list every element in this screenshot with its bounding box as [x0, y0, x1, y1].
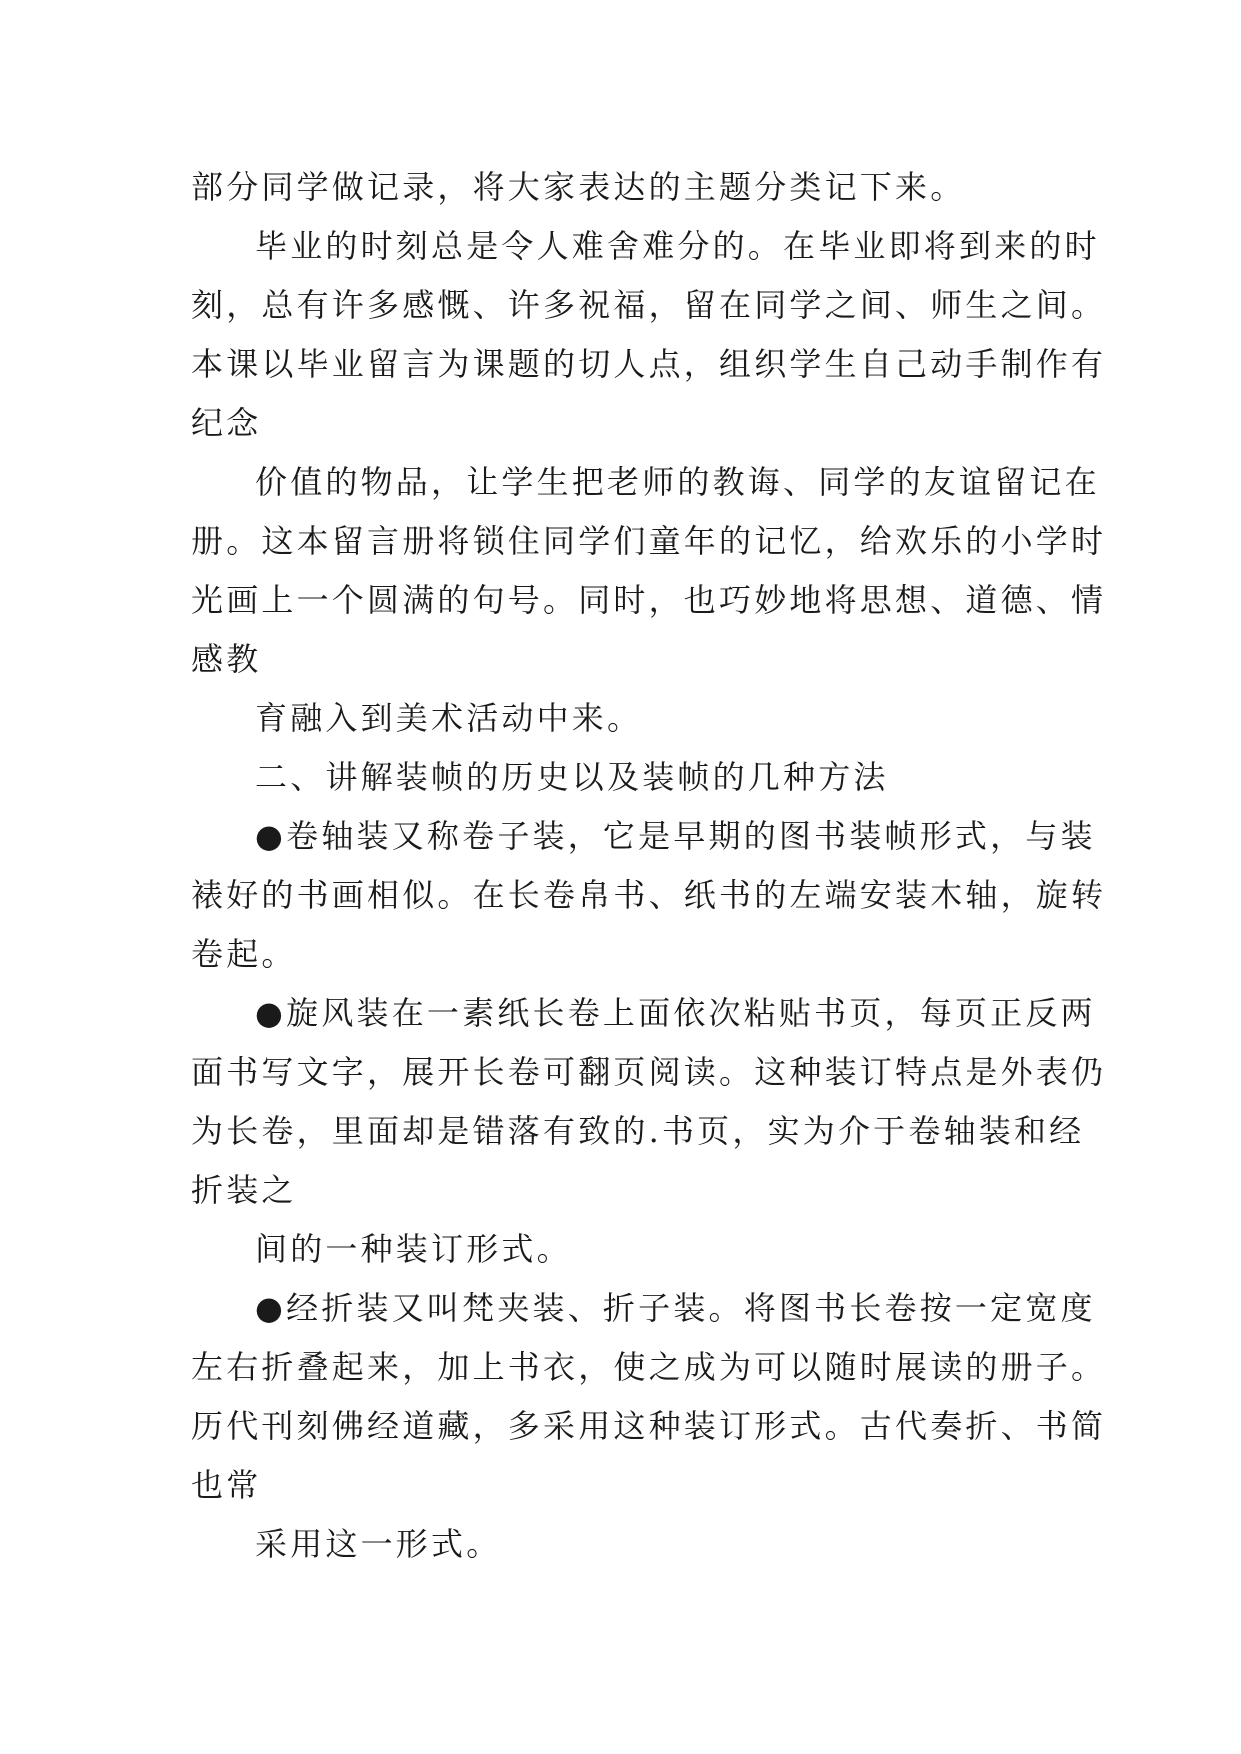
text-line: 感教 [191, 640, 262, 678]
text-line: 历代刊刻佛经道藏，多采用这种装订形式。古代奏折、书简 [191, 1407, 1107, 1445]
text-line: 采用这一形式。 [255, 1525, 502, 1563]
text-line: 价值的物品，让学生把老师的教诲、同学的友谊留记在 [255, 463, 1100, 501]
bullet-item: ●卷轴装又称卷子装，它是早期的图书装帧形式，与装 [255, 817, 1096, 855]
text-line: 左右折叠起来，加上书衣，使之成为可以随时展读的册子。 [191, 1348, 1107, 1386]
text-line: 间的一种装订形式。 [255, 1230, 572, 1268]
bullet-item: ●旋风装在一素纸长卷上面依次粘贴书页，每页正反两 [255, 994, 1096, 1032]
text-line: 部分同学做记录，将大家表达的主题分类记下来。 [191, 168, 966, 206]
text-line: 卷起。 [191, 935, 297, 973]
text-line: 刻，总有许多感慨、许多祝福，留在同学之间、师生之间。 [191, 286, 1107, 324]
text-line: 为长卷，里面却是错落有致的.书页，实为介于卷轴装和经 [191, 1112, 1085, 1150]
text-line: 册。这本留言册将锁住同学们童年的记忆，给欢乐的小学时 [191, 522, 1107, 560]
text-line: 面书写文字，展开长卷可翻页阅读。这种装订特点是外表仍 [191, 1053, 1107, 1091]
text-line: 本课以毕业留言为课题的切人点，组织学生自己动手制作有 [191, 345, 1107, 383]
text-line: 也常 [191, 1466, 262, 1504]
text-line: 裱好的书画相似。在长卷帛书、纸书的左端安装木轴，旋转 [191, 876, 1107, 914]
text-line: 折装之 [191, 1171, 297, 1209]
bullet-item: ●经折装又叫梵夹装、折子装。将图书长卷按一定宽度 [255, 1289, 1096, 1327]
text-line: 毕业的时刻总是令人难舍难分的。在毕业即将到来的时 [255, 227, 1100, 265]
text-line: 光画上一个圆满的句号。同时，也巧妙地将思想、道德、情 [191, 581, 1107, 619]
text-line: 育融入到美术活动中来。 [255, 699, 643, 737]
section-heading: 二、讲解装帧的历史以及装帧的几种方法 [255, 758, 889, 796]
text-line: 纪念 [191, 404, 262, 442]
